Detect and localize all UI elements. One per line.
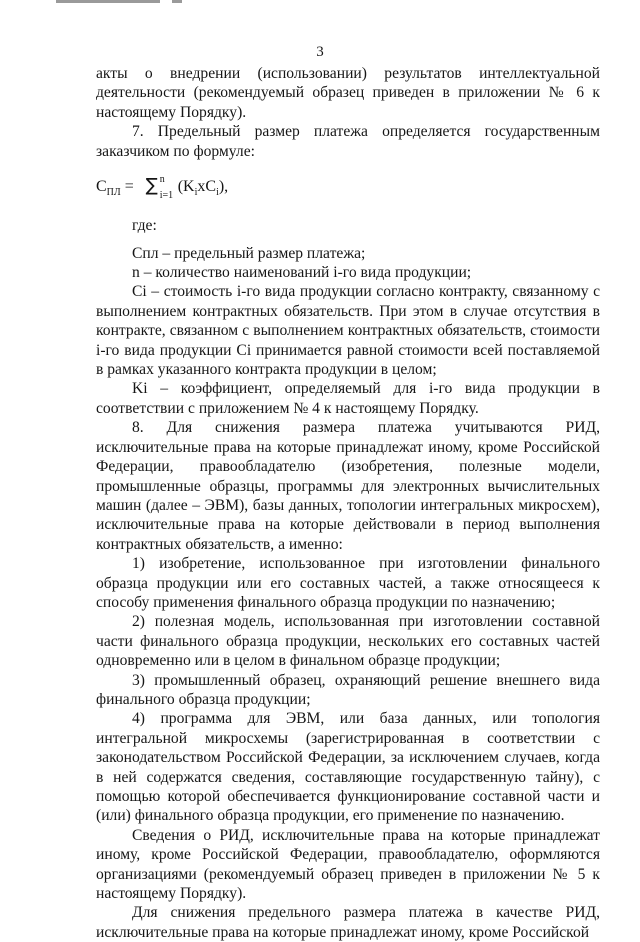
scan-artifact-dash [172, 0, 182, 3]
sum-symbol: ∑ [145, 175, 158, 197]
paragraph-reduction: Для снижения предельного размера платежа в качестве РИД, исключительные права на которые принадлежат иному, кроме Российской [96, 904, 600, 941]
formula-equals: = [124, 178, 134, 196]
paragraph-where: где: [132, 217, 157, 235]
definition-n: n – количество наименований i-го вида продукции; [132, 264, 472, 282]
formula-lhs: $C_{ПЛ}$ [96, 178, 121, 199]
document-body [96, 64, 600, 942]
formula-body: $(K_ixC_i)$, [177, 178, 229, 199]
definition-k-i: Ki – коэффициент, определяемый для i-го вида продукции в соответствии с приложением № 4 к настоящему Порядку. [96, 380, 600, 417]
paragraph-item-7: 7. Предельный размер платежа определяется государственным заказчиком по формуле: [96, 123, 600, 160]
list-item-2: 2) полезная модель, использованная при изготовлении составной части финального образца продукции, нескольких его составных частей одновременно или в целом в финальном образце продукции; [96, 613, 600, 670]
list-item-3: 3) промышленный образец, охраняющий решение внешнего вида финального образца продукции; [96, 671, 600, 708]
paragraph-item-8: 8. Для снижения размера платежа учитываются РИД, исключительные права на которые принадлежат иному, кроме Российской Федерации, правообладателю (изобретения, полезные модели, промышленные образцы, программы для электронных вычислительных машин (далее – ЭВМ), базы данных, топологии интегральных микросхем), исключительные права на которые действовали в период выполнения контрактных обязательств, а именно: [96, 419, 600, 553]
sum-upper-limit: n [159, 174, 165, 186]
paragraph-acts: акты о внедрении (использовании) результатов интеллектуальной деятельности (рекомендуемый образец приведен в приложении № 6 к настоящему Порядку). [96, 65, 600, 121]
payment-formula [96, 175, 600, 204]
definition-c-i: Ci – стоимость i-го вида продукции согласно контракту, связанному с выполнением контрактных обязательств. При этом в случае отсутствия в контракте, связанном с выполнением контрактных обязательств, стоимости i-го вида продукции Ci принимается равной стоимости всей поставляемой в рамках указанного контракта продукции в целом; [96, 283, 600, 379]
list-item-1: 1) изобретение, использованное при изготовлении финального образца продукции или его составных частей, а также относящееся к способу применения финального образца продукции по назначению; [96, 555, 600, 611]
sum-lower-limit: i=1 [159, 190, 174, 202]
page-number: 3 [316, 44, 324, 60]
scan-artifact-line [56, 0, 160, 3]
paragraph-rid-info: Сведения о РИД, исключительные права на которые принадлежат иному, кроме Российской Федерации, правообладателю, оформляются организациями (рекомендуемый образец приведен в приложении № 5 к настоящему Порядку). [96, 826, 600, 903]
list-item-4: 4) программа для ЭВМ, или база данных, или топология интегральной микросхемы (зарегистрированная в соответствии с законодательством Российской Федерации, за исключением случаев, когда в ней содержатся сведения, составляющие государственную тайну), с помощью которой обеспечивается функционирование составной части и (или) финального образца продукции, его применение по назначению. [96, 710, 600, 825]
definition-c-pl: Cпл – предельный размер платежа; [132, 244, 366, 262]
formula-sum [145, 174, 178, 202]
